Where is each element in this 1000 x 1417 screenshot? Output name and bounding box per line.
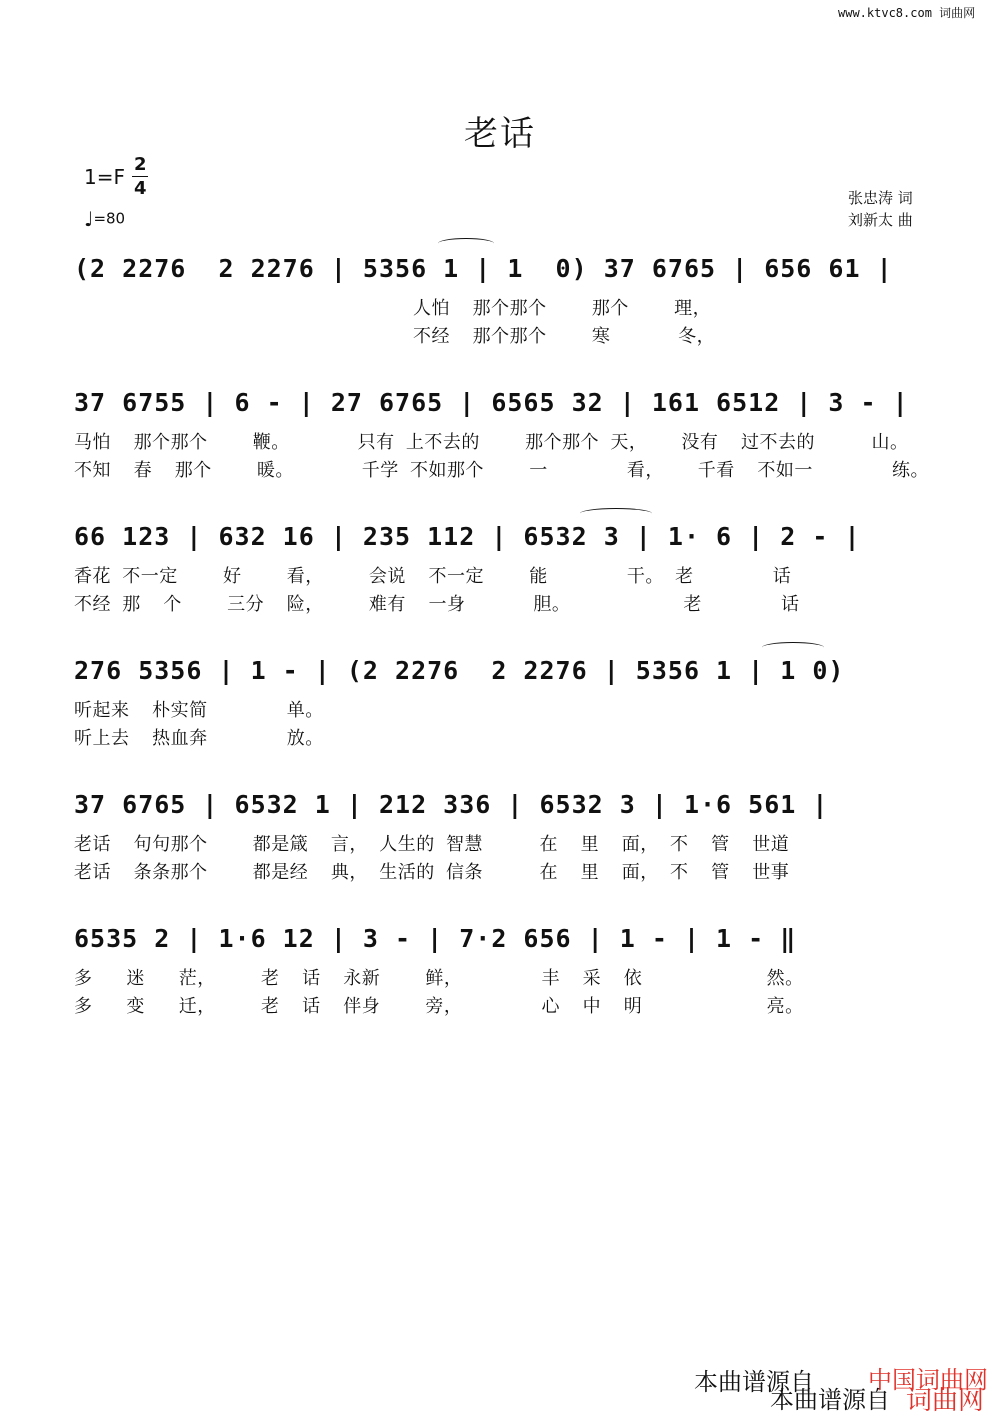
notation-line: 37 6755 | 6 - | 27 6765 | 6565 32 | 161 6512 | 3 - | [74,388,909,417]
song-title: 老话 [464,114,536,154]
lyric-line-verse-1: 人怕 那个那个 那个 理， [74,300,712,320]
footer-source-text-overlay: 本曲谱源自 [770,1386,890,1414]
slur-mark [438,238,494,249]
slur-mark [762,642,824,653]
notation-line: (2 2276 2 2276 | 5356 1 | 1 0) 37 6765 | 656 61 | [74,254,893,283]
lyric-line-verse-1: 多 迷 茫， 老 话 永新 鲜， 丰 采 依 然。 [74,970,804,990]
notation-line: 6535 2 | 1·6 12 | 3 - | 7·2 656 | 1 - | 1 - ‖ [74,924,797,953]
lyricist-credit: 张忠涛 词 [848,189,913,207]
footer-brand-text: 中国词曲网 [868,1366,988,1394]
time-signature-divider [132,176,148,177]
lyric-line-verse-2: 不经 那 个 三分 险， 难有 一身 胆。 老 话 [74,596,800,616]
lyric-line-verse-2: 不知 春 那个 暖。 千学 不如那个 一 看， 千看 不如一 练。 [74,462,929,482]
quarter-note-icon: ♩ [84,207,94,231]
site-url[interactable]: www.ktvc8.com 词曲网 [838,6,976,20]
tempo-marking [84,207,125,231]
lyric-line-verse-1: 马怕 那个那个 鞭。 只有 上不去的 那个那个 天， 没有 过不去的 山。 [74,434,909,454]
time-signature-bottom: 4 [134,178,147,199]
credits [848,187,913,231]
composer-credit: 刘新太 曲 [848,211,913,229]
lyric-line-verse-2: 老话 条条那个 都是经 典， 生活的 信条 在 里 面， 不 管 世事 [74,864,790,884]
notation-line: 37 6765 | 6532 1 | 212 336 | 6532 3 | 1·6 561 | [74,790,829,819]
time-signature-top: 2 [134,154,147,175]
slur-mark [580,508,652,519]
notation-line: 276 5356 | 1 - | (2 2276 2 2276 | 5356 1 | 1 0) [74,656,845,685]
footer-brand-logo[interactable]: 词曲网 [906,1386,985,1416]
notation-line: 66 123 | 632 16 | 235 112 | 6532 3 | 1· 6 | 2 - | [74,522,861,551]
lyric-line-verse-2: 听上去 热血奔 放。 [74,730,324,750]
lyric-line-verse-2: 不经 那个那个 寒 冬， [74,328,716,348]
lyric-line-verse-1: 老话 句句那个 都是箴 言， 人生的 智慧 在 里 面， 不 管 世道 [74,836,790,856]
lyric-line-verse-1: 听起来 朴实简 单。 [74,702,324,722]
footer-source-text: 本曲谱源自 [694,1368,814,1396]
lyric-line-verse-2: 多 变 迁， 老 话 伴身 旁， 心 中 明 亮。 [74,998,804,1018]
lyric-line-verse-1: 香花 不一定 好 看， 会说 不一定 能 干。 老 话 [74,568,792,588]
tempo-value: =80 [93,209,126,228]
key-signature: 1=F [84,165,125,189]
